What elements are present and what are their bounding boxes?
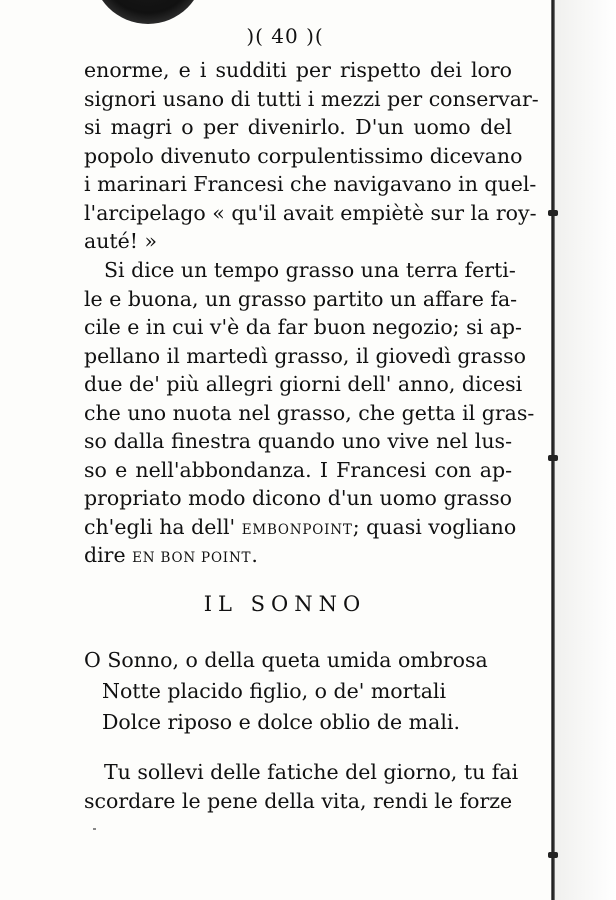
text-line: cile e in cui v'è da far buon negozio; si ap-	[84, 315, 522, 339]
text-line: propriato modo dicono d'un uomo grasso	[84, 486, 512, 510]
binding-mark	[548, 455, 558, 461]
text-line-with-small-caps	[84, 513, 517, 542]
verse-line: O Sonno, o della queta umida ombrosa	[84, 648, 488, 672]
paragraph-2	[84, 256, 535, 570]
text-fragment: .	[251, 543, 258, 567]
small-caps-word: EMBONPOINT	[241, 521, 353, 538]
text-line: Tu sollevi delle fatiche del giorno, tu fai	[104, 760, 519, 784]
text-line: popolo divenuto corpulentissimo dicevano	[84, 143, 523, 168]
text-line: so e nell'abbondanza. I Francesi con ap-	[84, 457, 512, 482]
binding-edge	[551, 0, 555, 900]
paragraph-1	[84, 56, 539, 256]
text-line: enorme, e i sudditi per rispetto dei loro	[84, 58, 512, 82]
binding-mark	[548, 852, 558, 858]
text-line: Si dice un tempo grasso una terra ferti-	[104, 258, 516, 282]
text-fragment: ch'egli ha dell'	[84, 514, 236, 539]
text-fragment: ; quasi vogliano	[352, 514, 517, 539]
binding-mark	[548, 210, 558, 216]
text-line: scordare le pene della vita, rendi le forze	[84, 788, 513, 813]
verse-line: Notte placido figlio, o de' mortali	[102, 679, 447, 703]
text-line: pellano il martedì grasso, il giovedì grasso	[84, 343, 526, 368]
page-number: )( 40 )(	[246, 24, 324, 48]
paragraph-3	[84, 758, 519, 815]
text-line: le e buona, un grasso partito un affare fa-	[84, 286, 518, 311]
text-line: due de' più allegri giorni dell' anno, dicesi	[84, 372, 523, 396]
text-line: signori usano di tutti i mezzi per conservar-	[84, 86, 539, 111]
section-heading: IL SONNO	[203, 592, 367, 616]
text-line-with-small-caps	[84, 541, 512, 570]
small-caps-phrase: EN BON POINT	[132, 550, 252, 566]
text-line: i marinari Francesi che navigavano in quel-	[84, 172, 537, 196]
verse-quote	[84, 645, 514, 738]
verse-line: Dolce riposo e dolce oblio de mali.	[102, 710, 460, 734]
text-line: si magri o per divenirlo. D'un uomo del	[84, 115, 512, 139]
ink-stain	[92, 0, 204, 24]
text-line: auté! »	[84, 229, 158, 253]
page-margin-shadow	[555, 0, 616, 900]
text-line: so dalla finestra quando uno vive nel lus-	[84, 429, 512, 453]
paper-speck	[93, 828, 96, 830]
text-line: l'arcipelago « qu'il avait empiètè sur la roy-	[84, 200, 537, 225]
text-fragment: dire	[84, 543, 126, 567]
text-line: che uno nuota nel grasso, che getta il gras-	[84, 400, 535, 425]
